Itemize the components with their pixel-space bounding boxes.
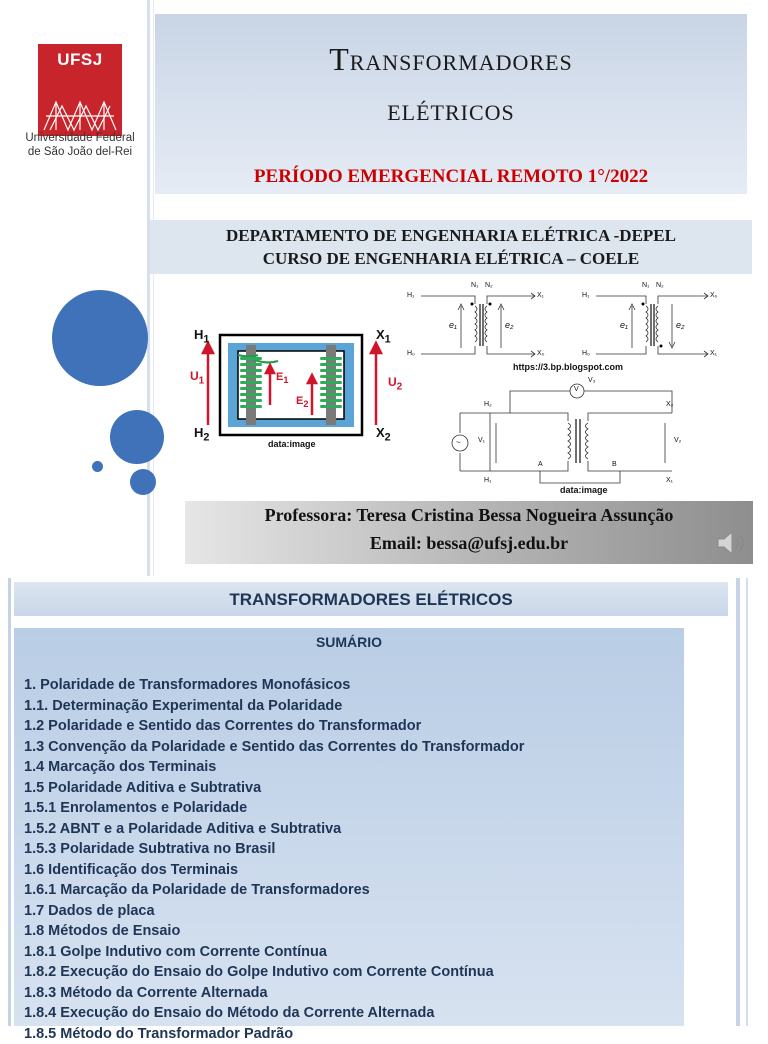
right-accent-bar xyxy=(736,578,740,1026)
summary-slide xyxy=(0,576,768,1024)
department-box xyxy=(150,220,752,274)
label-x2: $X_2$ xyxy=(376,425,391,444)
transformer-core-icon xyxy=(190,325,405,455)
label-u1: $U_1$ xyxy=(190,369,204,386)
toc-item: 1.5.3 Polaridade Subtrativa no Brasil xyxy=(24,839,684,860)
polarity-test-circuit-diagram: H₂ H₁ X₂ X₁ V₁ V₂ V₃ V ~ A B data:image xyxy=(450,373,680,495)
label-u2: $U_2$ xyxy=(388,375,402,392)
toc-item: 1.8.1 Golpe Indutivo com Corrente Contínua xyxy=(24,942,684,963)
toc-item: 1.5.1 Enrolamentos e Polaridade xyxy=(24,798,684,819)
table-of-contents xyxy=(24,675,684,1044)
polarity-diagram-subtractive: H₁ H₀ N₁ N₂ X₁ X₀ e₁ e₂ https://3.bp.blogspot.com xyxy=(405,282,575,372)
decor-circle-medium xyxy=(110,410,164,464)
toc-item: 1.6.1 Marcação da Polaridade de Transformadores xyxy=(24,880,684,901)
toc-item: 1.8.5 Método do Transformador Padrão xyxy=(24,1024,684,1044)
period-subtitle: PERÍODO EMERGENCIAL REMOTO 1°/2022 xyxy=(155,166,747,188)
decor-circle-large xyxy=(52,290,148,386)
winding-diagram-icon xyxy=(405,282,575,372)
toc-item: 1. Polaridade de Transformadores Monofásicos xyxy=(24,675,684,696)
toc-item: 1.8 Métodos de Ensaio xyxy=(24,921,684,942)
course-line: CURSO DE ENGENHARIA ELÉTRICA – COELE xyxy=(150,249,752,269)
decor-circle-small xyxy=(130,469,156,495)
label-h2: $H_2$ xyxy=(194,425,209,444)
toc-item: 1.5.2 ABNT e a Polaridade Aditiva e Subtrativa xyxy=(24,819,684,840)
toc-item: 1.8.3 Método da Corrente Alternada xyxy=(24,983,684,1004)
right-accent-bar-thin xyxy=(746,578,748,1026)
speaker-icon[interactable] xyxy=(716,530,750,556)
toc-item: 1.1. Determinação Experimental da Polaridade xyxy=(24,696,684,717)
ufsj-logo xyxy=(38,44,122,136)
university-name: Universidade Federal de São João del-Rei xyxy=(14,131,146,159)
toc-item: 1.6 Identificação dos Terminais xyxy=(24,860,684,881)
logo-mark-icon xyxy=(42,72,118,132)
image-caption-left: data:image xyxy=(268,439,316,449)
left-accent-bar xyxy=(8,578,11,1026)
professor-email: Email: bessa@ufsj.edu.br xyxy=(185,533,753,554)
title-box xyxy=(155,14,747,194)
toc-item: 1.8.4 Execução do Ensaio do Método da Corrente Alternada xyxy=(24,1003,684,1024)
toc-item: 1.2 Polaridade e Sentido das Correntes do Transformador xyxy=(24,716,684,737)
transformer-diagram-left xyxy=(190,325,405,455)
label-h1: $H_1$ xyxy=(194,327,209,346)
polarity-diagram-additive: H₁ H₀ N₁ N₂ X₀ X₁ e₁ e₂ xyxy=(580,282,735,372)
toc-item: 1.5 Polaridade Aditiva e Subtrativa xyxy=(24,778,684,799)
label-e2: $E_2$ xyxy=(296,395,308,409)
summary-heading: SUMÁRIO xyxy=(14,634,684,650)
toc-item: 1.3 Convenção da Polaridade e Sentido das Correntes do Transformador xyxy=(24,737,684,758)
professor-name: Professora: Teresa Cristina Bessa Nogueira Assunção xyxy=(185,505,753,526)
label-x1: $X_1$ xyxy=(376,327,391,346)
image-caption-right: data:image xyxy=(560,485,608,495)
logo-brand: UFSJ xyxy=(38,50,122,70)
toc-item: 1.7 Dados de placa xyxy=(24,901,684,922)
slide-title: Transformadores elétricos xyxy=(155,34,747,134)
toc-item: 1.8.2 Execução do Ensaio do Golpe Indutivo com Corrente Contínua xyxy=(24,962,684,983)
toc-item: 1.4 Marcação dos Terminais xyxy=(24,757,684,778)
label-e1: $E_1$ xyxy=(276,371,288,385)
image-source-caption: https://3.bp.blogspot.com xyxy=(513,362,623,372)
professor-box xyxy=(185,501,753,564)
summary-content-box xyxy=(14,628,684,1026)
decor-circle-tiny xyxy=(92,461,103,472)
department-line: DEPARTAMENTO DE ENGENHARIA ELÉTRICA -DEPEL xyxy=(150,226,752,246)
summary-slide-title: TRANSFORMADORES ELÉTRICOS xyxy=(14,590,728,610)
summary-title-box xyxy=(14,582,728,616)
